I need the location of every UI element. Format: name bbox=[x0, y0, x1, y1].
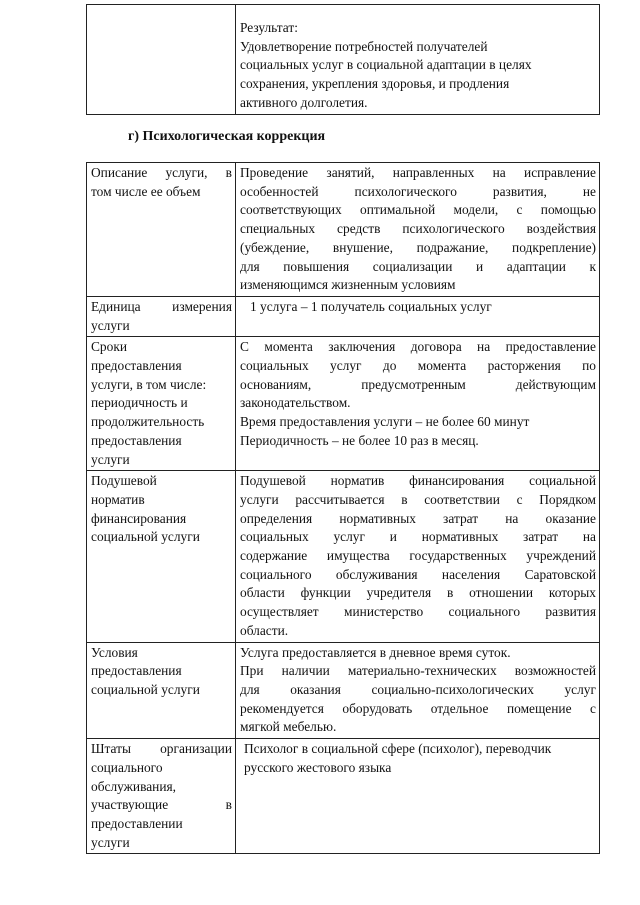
section-title: г) Психологическая коррекция bbox=[128, 129, 326, 144]
row-label-cell: Штаты организации социального обслуживания, участвующие в предоставлении услуги bbox=[87, 739, 236, 854]
table-row bbox=[87, 337, 600, 471]
table-row bbox=[87, 642, 600, 739]
result-row bbox=[87, 5, 600, 115]
row-value-cell: С момента заключения договора на предоставление социальных услуг до момента расторжения по основаниям, предусмотренным действующим законодательством. Время предоставления услуги – не более 60 минут Периодичность – не более 10 раз в месяц. bbox=[236, 337, 600, 471]
row-value-cell: Психолог в социальной сфере (психолог), переводчик русского жестового языка bbox=[236, 739, 600, 854]
row-label-cell: Единица измерения услуги bbox=[87, 296, 236, 336]
row-label-cell: Условия предоставления социальной услуги bbox=[87, 642, 236, 739]
result-label-cell bbox=[87, 5, 236, 115]
result-text-line: активного долголетия. bbox=[240, 94, 368, 110]
table-row bbox=[87, 739, 600, 854]
table-row bbox=[87, 163, 600, 297]
service-table bbox=[86, 162, 600, 854]
result-text-line: социальных услуг в социальной адаптации в целях bbox=[240, 57, 532, 73]
table-row bbox=[87, 471, 600, 642]
row-label-cell: Сроки предоставления услуги, в том числе: периодичность и продолжительность предоставления услуги bbox=[87, 337, 236, 471]
result-value-cell bbox=[236, 5, 600, 115]
result-table bbox=[86, 4, 600, 115]
result-text-line: Удовлетворение потребностей получателей bbox=[240, 38, 488, 54]
row-value-cell: Подушевой норматив финансирования социальной услуги рассчитывается в соответствии с Порядком определения нормативных затрат на оказание социальных услуг и нормативных затрат на содержание имущества государственных учреждений социального обслуживания населения Саратовской области функции учредителя в отношении которых осуществляет министерство социального развития области. bbox=[236, 471, 600, 642]
row-value-cell: Проведение занятий, направленных на исправление особенностей психологического развития, не соответствующих оптимальной модели, с помощью специальных средств психологического воздействия (убеждение, внушение, подражание, подкрепление) для повышения социализации и адаптации к изменяющимся жизненным условиям bbox=[236, 163, 600, 297]
row-label-cell: Описание услуги, в том числе ее объем bbox=[87, 163, 236, 297]
row-value-cell: Услуга предоставляется в дневное время суток. При наличии материально-технических возможностей для оказания социально-психологических услуг рекомендуется оборудовать отдельное помещение с мягкой мебелью. bbox=[236, 642, 600, 739]
result-text-line: сохранения, укрепления здоровья, и продления bbox=[240, 76, 510, 92]
table-row bbox=[87, 296, 600, 336]
row-label-cell: Подушевой норматив финансирования социальной услуги bbox=[87, 471, 236, 642]
row-value-cell: 1 услуга – 1 получатель социальных услуг bbox=[236, 296, 600, 336]
result-heading: Результат: bbox=[240, 20, 298, 35]
